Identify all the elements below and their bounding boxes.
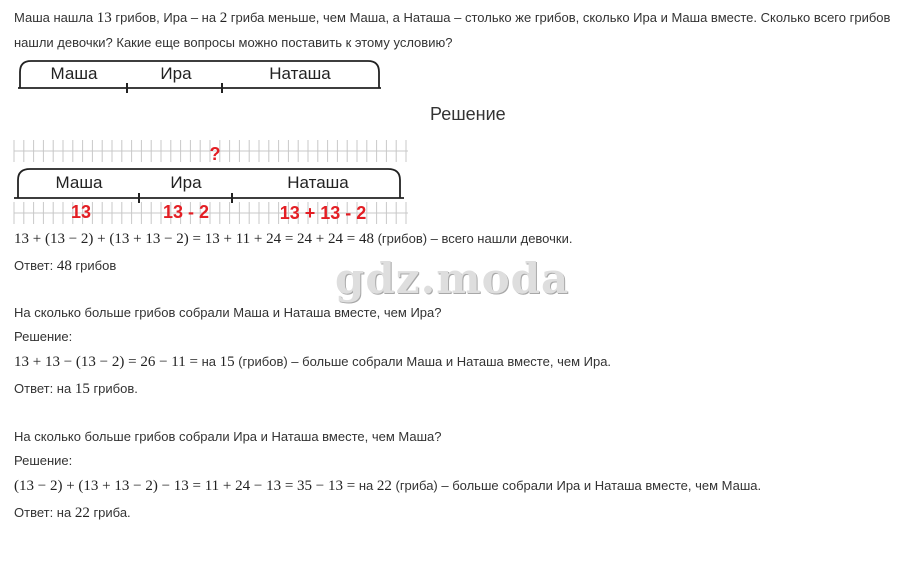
solution-expression-2 (14, 350, 611, 374)
problem-text: Маша нашла (14, 10, 97, 25)
solution-label-3: Решение: (14, 453, 73, 468)
math-expression: (13 − 2) + (13 + 13 − 2) − 13 = 11 + 24 − 13 = 35 − 13 = (14, 478, 356, 494)
answer-3 (14, 501, 131, 525)
problem-text: грибов, Ира – на (111, 10, 220, 25)
solution-text: на (355, 478, 377, 493)
question-3: На сколько больше грибов собрали Ира и Наташа вместе, чем Маша? (14, 429, 442, 444)
label-masha: Маша (50, 64, 98, 83)
question-2: На сколько больше грибов собрали Маша и Наташа вместе, чем Ира? (14, 305, 442, 320)
question-mark: ? (209, 144, 221, 164)
answer-value: 15 (74, 381, 90, 397)
answer-tail: гриба. (89, 505, 131, 520)
answer-1 (14, 254, 116, 278)
solution-text: (грибов) – больше собрали Маша и Наташа вместе, чем Ира. (234, 354, 612, 369)
result-value: 15 (219, 354, 235, 370)
label-natasha: Наташа (287, 173, 349, 192)
solution-title: Решение (430, 104, 506, 124)
label-ira: Ира (160, 64, 192, 83)
problem-text: гриба меньше, чем Маша, а Наташа – столько же грибов, сколько Ира и Маша вместе. Сколько всего грибов (227, 10, 891, 25)
watermark-logo: gdz.moda (335, 254, 570, 303)
answer-value: 22 (74, 505, 90, 521)
answer-2 (14, 377, 138, 401)
answer-value: 48 (56, 258, 72, 274)
answer-label: Ответ: на (14, 381, 75, 396)
math-expression: 13 + 13 − (13 − 2) = 26 − 11 = (14, 354, 198, 370)
answer-tail: грибов. (89, 381, 138, 396)
solution-diagram (0, 0, 898, 240)
solution-expression (14, 227, 572, 251)
solution-expression-3 (14, 474, 761, 498)
result-value: 22 (376, 478, 392, 494)
value-masha: 13 (70, 202, 92, 222)
value-ira: 13 - 2 (162, 202, 210, 222)
label-ira: Ира (170, 173, 202, 192)
answer-label: Ответ: (14, 258, 57, 273)
solution-text: (гриба) – больше собрали Ира и Наташа вместе, чем Маша. (391, 478, 762, 493)
solution-text: на (197, 354, 220, 369)
answer-tail: грибов (71, 258, 117, 273)
number-13: 13 (96, 10, 112, 26)
label-natasha: Наташа (269, 64, 331, 83)
solution-label-2: Решение: (14, 329, 73, 344)
answer-label: Ответ: на (14, 505, 75, 520)
value-natasha: 13 + 13 - 2 (279, 203, 367, 223)
math-expression: 13 + (13 − 2) + (13 + 13 − 2) = 13 + 11 + 24 = 24 + 24 = 48 (14, 231, 374, 247)
label-masha: Маша (55, 173, 103, 192)
number-2: 2 (219, 10, 228, 26)
solution-text: (грибов) – всего нашли девочки. (373, 231, 573, 246)
problem-text-line-2: нашли девочки? Какие еще вопросы можно поставить к этому условию? (14, 35, 453, 50)
